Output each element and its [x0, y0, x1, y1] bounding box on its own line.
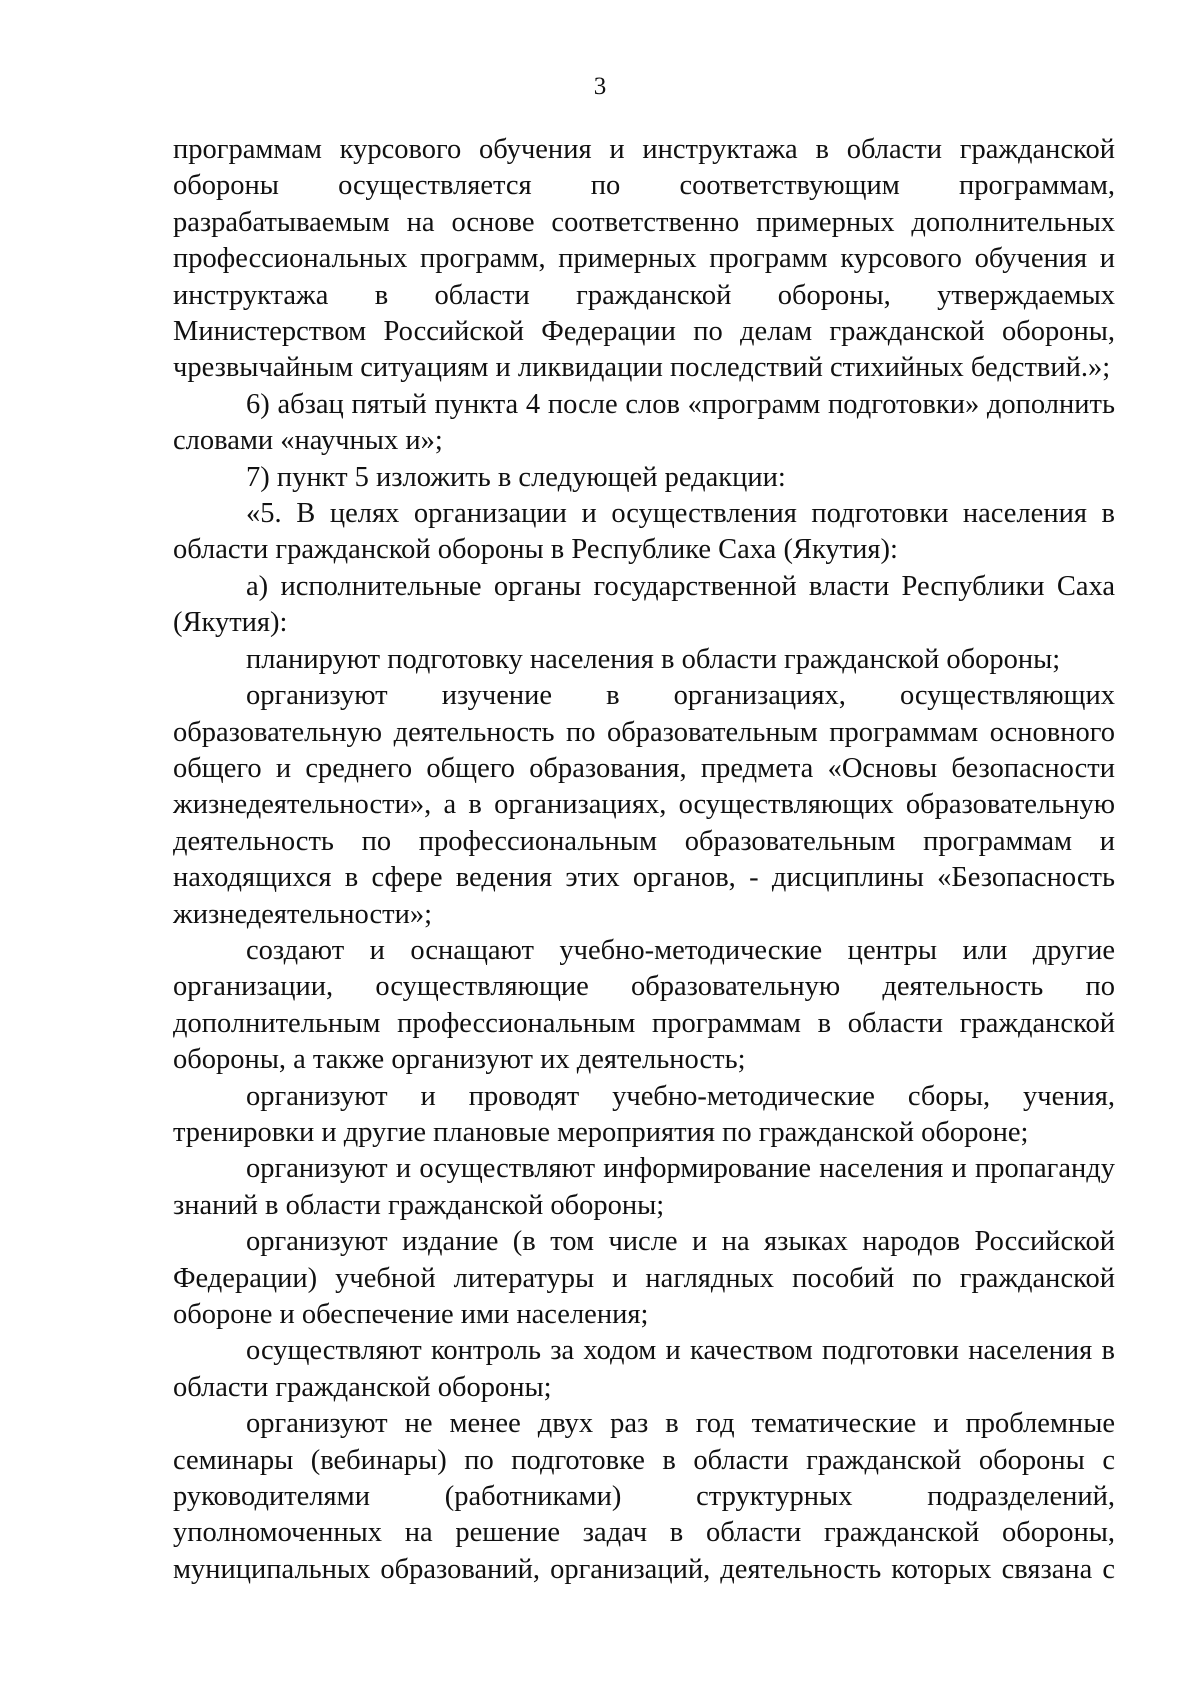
paragraph-inform-population: организуют и осуществляют информирование населения и пропаганду знаний в области гражданской обороны; [173, 1153, 1115, 1221]
paragraph-continuation: программам курсового обучения и инструктажа в области гражданской обороны осуществляется по соответствующим программам, разрабатываемым на основе соответственно примерных дополнительных профессиональных программ, примерных программ курсового обучения и инструктажа в области гражданской обороны, утверждаемых Министерством Российской Федерации по делам гражданской обороны, чрезвычайным ситуациям и ликвидации последствий стихийных бедствий.»; [173, 134, 1115, 384]
paragraph-clause-5: «5. В целях организации и осуществления подготовки населения в области гражданской обороны в Республике Саха (Якутия): [173, 498, 1115, 566]
paragraph-item-6: 6) абзац пятый пункта 4 после слов «программ подготовки» дополнить словами «научных и»; [173, 388, 1115, 457]
paragraph-item-7: 7) пункт 5 изложить в следующей редакции: [246, 461, 786, 493]
paragraph-conduct-exercises: организуют и проводят учебно-методические сборы, учения, тренировки и другие плановые мероприятия по гражданской обороне; [173, 1080, 1115, 1148]
paragraph-subclause-a: а) исполнительные органы государственной власти Республики Саха (Якутия): [173, 570, 1115, 639]
document-body [173, 132, 1115, 1588]
paragraph-control-quality: осуществляют контроль за ходом и качеством подготовки населения в области гражданской обороны; [173, 1335, 1115, 1403]
paragraph-plan-training: планируют подготовку населения в области гражданской обороны; [246, 643, 1061, 675]
paragraph-organize-study: организуют изучение в организациях, осуществляющих образовательную деятельность по образовательным программам основного общего и среднего общего образования, предмета «Основы безопасности жизнедеятельности», а в организациях, осуществляющих образовательную деятельность по профессиональным образовательным программам и находящихся в сфере ведения этих органов, - дисциплины «Безопасность жизнедеятельности»; [173, 680, 1115, 930]
page-number: 3 [593, 73, 607, 100]
paragraph-publish-literature: организуют издание (в том числе и на языках народов Российской Федерации) учебной литературы и наглядных пособий по гражданской обороне и обеспечение ими населения; [173, 1226, 1115, 1330]
paragraph-seminars: организуют не менее двух раз в год тематические и проблемные семинары (вебинары) по подготовке в области гражданской обороны с руководителями (работниками) структурных подразделений, уполномоченных на решение задач в области гражданской обороны, муниципальных образований, организаций, деятельность которых связана с [173, 1408, 1115, 1585]
paragraph-create-centers: создают и оснащают учебно-методические центры или другие организации, осуществляющие образовательную деятельность по дополнительным профессиональным программам в области гражданской обороны, а также организуют их деятельность; [173, 934, 1115, 1076]
